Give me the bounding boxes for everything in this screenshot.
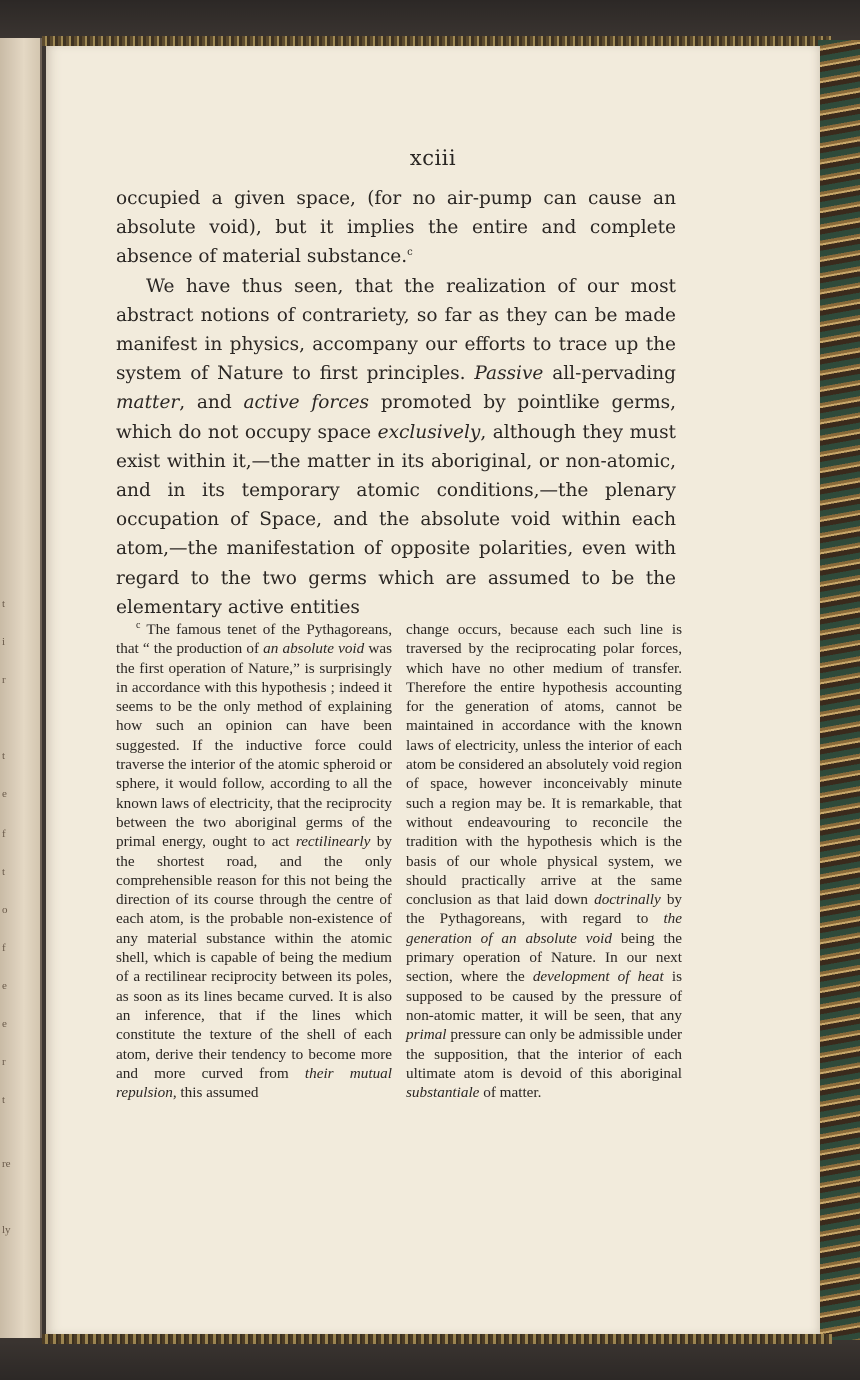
left-page-fragment: t (2, 866, 6, 878)
left-page-fragment: re (2, 1158, 11, 1170)
footnote-marker: c (136, 619, 141, 631)
left-page-fragment: ly (2, 1224, 11, 1236)
footnote-reference: c (407, 247, 413, 259)
main-text (116, 184, 676, 622)
left-page-fragment: t (2, 750, 6, 762)
left-page-fragment: f (2, 828, 6, 840)
left-page-fragment: o (2, 904, 8, 916)
left-page-fragment: e (2, 1018, 7, 1030)
page-block-top-edge (42, 36, 832, 46)
footnote-column-right (406, 620, 682, 1102)
book-page (46, 46, 820, 1334)
facing-page-edge (0, 38, 42, 1338)
left-page-fragment: r (2, 674, 6, 686)
left-page-fragment: e (2, 788, 7, 800)
page-number: xciii (409, 146, 457, 170)
paragraph-2: We have thus seen, that the realization of our most abstract notions of contrariety, so far as they can be made manifest in physics, accompany our efforts to trace up the system of Nature to first principles. Passive all-pervading matter, and active forces promoted by pointlike germs, which do not occupy space exclusively, although they must exist within it,—the matter in its aboriginal, or non-atomic, and in its temporary atomic conditions,—the plenary occupation of Space, and the absolute void within each atom,—the manifestation of opposite polarities, even with regard to the two germs which are assumed to be the elementary active entities (116, 275, 676, 618)
footnote-column-left (116, 620, 392, 1102)
footnote-block (116, 620, 682, 1102)
paragraph-1: occupied a given space, (for no air-pump can cause an absolute void), but it implies the entire and complete absence of material substance.$^c$ (116, 188, 676, 268)
left-page-fragment: f (2, 942, 6, 954)
marbled-edge (818, 40, 860, 1340)
left-page-fragment: r (2, 1056, 6, 1068)
left-page-fragment: t (2, 1094, 6, 1106)
left-page-fragment: i (2, 636, 6, 648)
footnote-text: $^c$ The famous tenet of the Pythagoreans, that “ the production of an absolute void was the first operation of Nature,” is surprisingly in accordance with this hypothesis ; indeed it seems to be the only method of explaining how such an opinion can have been suggested. If the inductive force could traverse the interior of the atomic spheroid or sphere, it would follow, according to all the known laws of electricity, that the reciprocity between the two aboriginal germs of the primal energy, ought to act rectilinearly by the shortest road, and the only comprehensible reason for this not being the direction of its course through the centre of each atom, is the probable non-existence of any material substance within the atomic shell, which is capable of being the medium of a rectilinear reciprocity between its poles, as soon as its lines became curved. It is also an inference, that if the lines which constitute the texture of the shell of each atom, derive their tendency to become more and more curved from their mutual repulsion, this assumed (116, 619, 392, 1102)
footnote-text-continued: change occurs, because each such line is traversed by the reciprocating polar forces, which have no other medium of transfer. Therefore the entire hypothesis accounting for the generation of atoms, cannot be maintained in accordance with the known laws of electricity, unless the interior of each atom be considered an absolutely void region of space, however inconceivably minute such a region may be. It is remarkable, that without endeavouring to reconcile the tradition with the hypothesis which is the basis of our whole physical system, we should practically arrive at the same conclusion as that laid down doctrinally by the Pythagoreans, with regard to the generation of an absolute void being the primary operation of Nature. In our next section, where the development of heat is supposed to be caused by the pressure of non-atomic matter, it will be seen, that any primal pressure can only be admissible under the supposition, that the interior of each ultimate atom is devoid of this aboriginal substantiale of matter. (406, 621, 683, 1102)
left-page-fragment: e (2, 980, 7, 992)
left-page-fragment: t (2, 598, 6, 610)
page-block-bottom-edge (42, 1334, 832, 1344)
